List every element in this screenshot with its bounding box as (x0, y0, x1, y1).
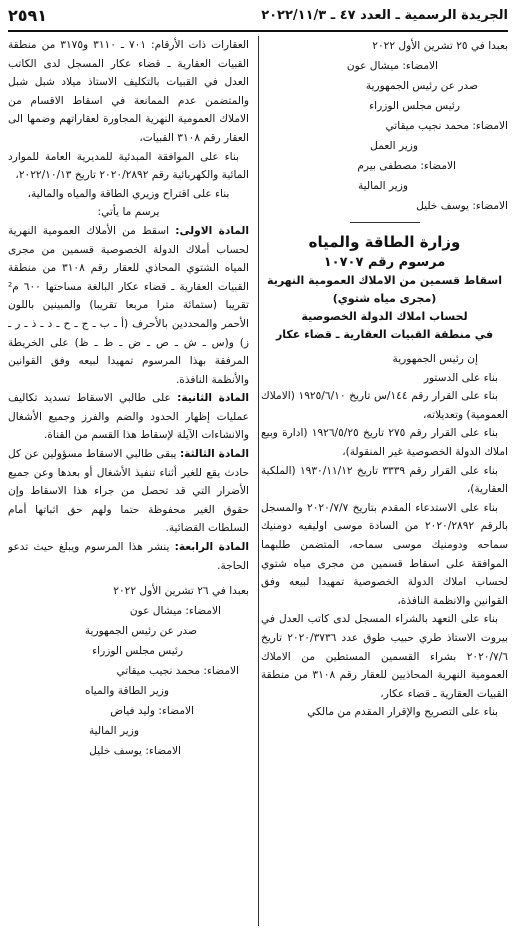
article-4 (8, 538, 249, 575)
decree-subject: (مجرى مياه شتوي) (332, 292, 437, 305)
decree-title: مرسوم رقم ١٠٧٠٧ (323, 255, 446, 270)
signature-line: الامضاء: مصطفى بيرم (357, 160, 456, 172)
right-column (261, 36, 508, 928)
preamble-paragraph: بناء على القرار رقم ٣٣٣٩ تاريخ ١٩٣٠/١١/١٢ (الملكية العقارية)، (261, 464, 508, 496)
article-text: على طالبي الاسقاط تسديد تكاليف عمليات إظهار الحدود والضم والفرز وجميع الأشغال والانشاءات الآيلة لإسقاط هذا القسم من القناة. (8, 392, 249, 442)
article-text: ينشر هذا المرسوم ويبلغ حيث تدعو الحاجة. (8, 541, 249, 572)
preamble-paragraph: بناء على التعهد بالشراء المسجل لدى كاتب العدل في بيروت الاستاذ طري حبيب طوق عدد ٢٠٢٠/٣٧٣٦ تاريخ ٢٠٢٠/٧/٦ بشراء القسمين المستطين من الاملاك العمومية النهرية المحاذيين للعقار رقم ٣١٠٨ من منطقة القبيات العقارية ـ قضاء عكار، (261, 613, 508, 700)
role-line: رئيس مجلس الوزراء (92, 645, 183, 658)
header-rule (8, 30, 508, 32)
gazette-title: الجريدة الرسمية ـ العدد ٤٧ ـ ٢٠٢٢/١١/٣ (261, 8, 508, 23)
preamble-line: بناء على الدستور (423, 371, 498, 384)
signature-line: الامضاء: محمد نجيب ميقاتي (385, 120, 508, 132)
issued-by: صدر عن رئيس الجمهورية (84, 625, 197, 638)
role-line: رئيس مجلس الوزراء (369, 100, 460, 112)
issued-by: صدر عن رئيس الجمهورية (365, 80, 478, 92)
role-line: وزير المالية (88, 725, 139, 738)
article-label: المادة الثالثة: (179, 448, 249, 461)
article-label: المادة الرابعة: (174, 541, 249, 554)
article-2 (8, 389, 249, 445)
preamble-paragraph: بناء على القرار رقم ٢٧٥ تاريخ ١٩٢٦/٥/٢٥ (ادارة وبيع املاك الدولة الخصوصية غير المنقولة)، (261, 427, 508, 458)
article-3 (8, 445, 249, 538)
article-text: اسقط من الأملاك العمومية النهرية لحساب أملاك الدولة الخصوصية قسمين من مجرى المياه الشتوي المحاذي للعقار رقم ٣١٠٨ من منطقة القبيات العقارية ـ قضاء عكار البالغة مساحتها ٦٠٠ م² تقريبا (ستمائة مترا مربعا تقريبا) والمبينين باللون الأحمر والمحددين بالأحرف (أ ـ ب ـ ج ـ ح ـ د ـ ذ ـ ر ـ ز) و(س ـ ش ـ ص ـ ض ـ ط ـ ظ) على الخريطة المرفقة بهذا المرسوم تمهيدا لبيعه وفق القوانين والأنظمة النافذة. (8, 224, 249, 386)
signature-line: الامضاء: يوسف خليل (416, 200, 508, 212)
signature-line: الامضاء: محمد نجيب ميقاتي (116, 665, 239, 678)
role-line: وزير العمل (370, 140, 418, 152)
ministry-title: وزارة الطاقة والمياه (308, 233, 461, 251)
decree-subject: في منطقة القبيات العقارية ـ قضاء عكار (275, 328, 494, 341)
signature-line: الامضاء: ميشال عون (129, 605, 221, 618)
body-paragraph: يرسم ما يأتي: (97, 206, 160, 219)
signature-line: الامضاء: يوسف خليل (89, 745, 181, 758)
preamble-paragraph: بناء على القرار رقم ١٤٤/س تاريخ ١٩٢٥/٦/١٠ (الاملاك العمومية) وتعديلاته، (261, 390, 508, 421)
preamble-line: إن رئيس الجمهورية (392, 353, 478, 365)
section-divider (350, 222, 420, 223)
article-1 (8, 222, 249, 389)
signature-line: الامضاء: ميشال عون (346, 60, 438, 72)
article-label: المادة الاولى: (175, 224, 249, 237)
role-line: وزير المالية (357, 180, 408, 192)
preamble-paragraph: بناء على التصريح والإقرار المقدم من مالكي (307, 706, 498, 719)
body-paragraph: العقارات ذات الأرقام: ٧٠١ ـ ٣١١٠ و٣١٧٥ من منطقة القبيات العقارية ـ قضاء عكار المسجل لدى الكاتب العدل في القبيات بالتكليف الاستاذ ميلاد شبل شبل والمتضمن عدم الممانعة في اسقاط الاقسام من الاملاك العمومية النهرية المجاورة لعقاراتهم وضمها الى العقار رقم ٣١٠٨ القبيات، (8, 39, 249, 144)
page-header (8, 6, 508, 28)
column-divider (258, 36, 259, 926)
page-number: ٢٥٩١ (8, 6, 48, 25)
date-line: بعبدا في ٢٥ تشرين الأول ٢٠٢٢ (372, 40, 508, 52)
role-line: وزير الطاقة والمياه (85, 685, 169, 698)
decree-subject: لحساب املاك الدولة الخصوصية (301, 310, 468, 323)
decree-subject: اسقاط قسمين من الاملاك العمومية النهرية (267, 274, 502, 287)
preamble-paragraph: بناء على الاستدعاء المقدم بتاريخ ٢٠٢٠/٧/٧ والمسجل بالرقم ٢٠٢٠/٢٨٩٢ من السادة موسى اوليفيه دومنيك سماحه ودومنيك موسى سماحه، المتضمن طلبهما الموافقة على اسقاط قسمين من مجرى مياه شتوي لحساب املاك الدولة الخصوصية تمهيدا لبيعه وفق القوانين والانظمة النافذة، (261, 501, 508, 607)
article-label: المادة الثانية: (177, 392, 249, 405)
article-text: يبقى طالبي الاسقاط مسؤولين عن كل حادث يقع للغير أثناء تنفيذ الأشغال أو بعدها وعن جميع الأضرار التي قد تحصل من جراء هذا الاسقاط وإن حقوق الغير محفوظة حتما ولهم حق اثباتها أمام السلطات القضائية. (8, 448, 249, 535)
body-paragraph: بناء على اقتراح وزيري الطاقة والمياه والمالية، (27, 187, 230, 200)
signature-line: الامضاء: وليد فياض (110, 705, 194, 718)
date-line: بعبدا في ٢٦ تشرين الأول ٢٠٢٢ (113, 585, 249, 598)
left-column (8, 36, 249, 928)
body-paragraph: بناء على الموافقة المبدئية للمديرية العامة للموارد المائية والكهربائية رقم ٢٠٢٠/٢٨٩٢ تاريخ ٢٠٢٢/١٠/١٣، (8, 150, 249, 182)
